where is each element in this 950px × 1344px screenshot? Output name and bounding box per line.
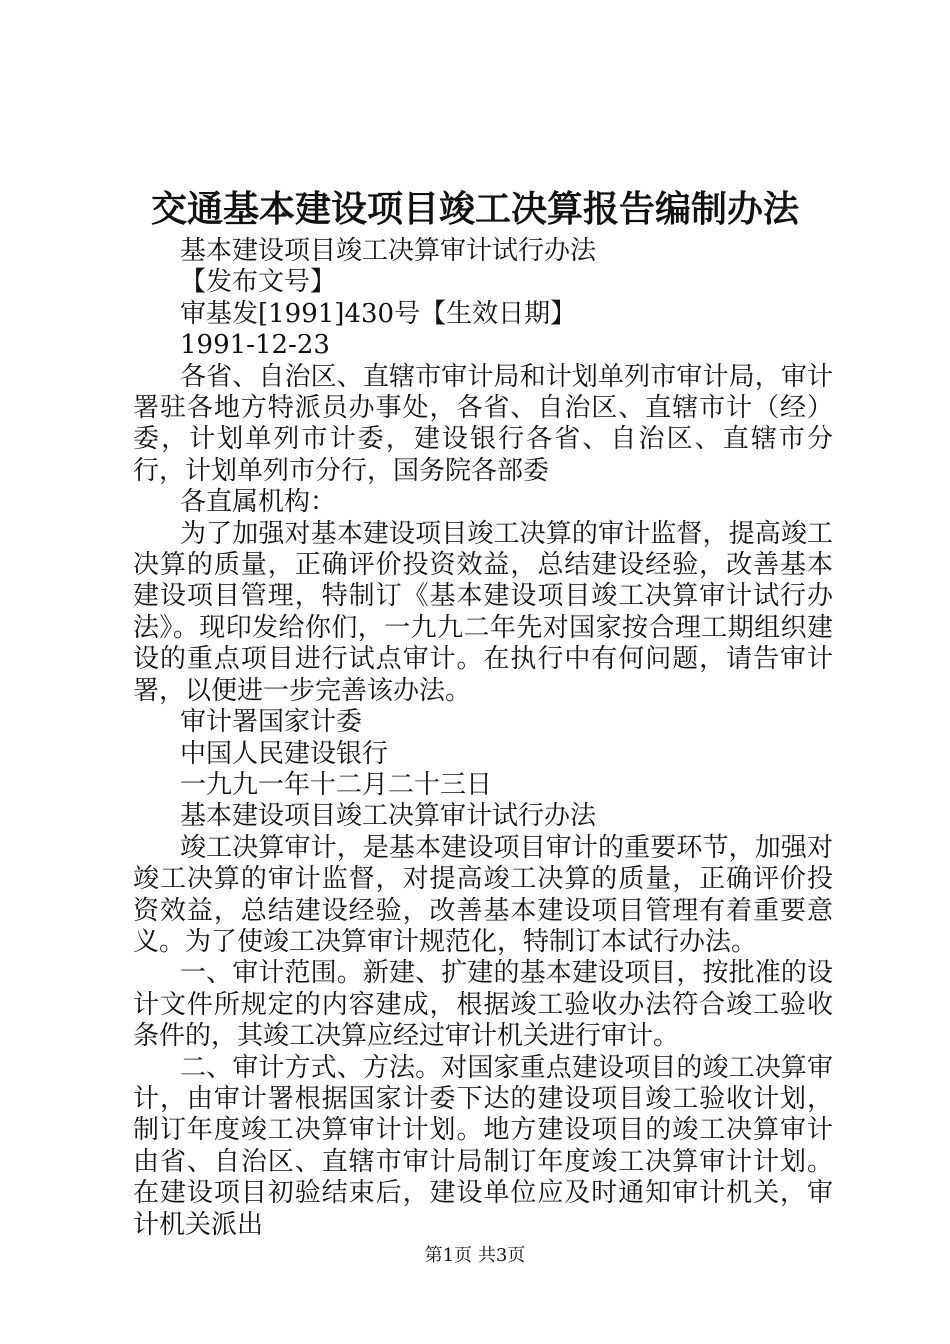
paragraph-recipients: 各省、自治区、直辖市审计局和计划单列市审计局，审计署驻各地方特派员办事处，各省、自治区、直辖市计（经）委，计划单列市计委，建设银行各省、自治区、直辖市分行，计划单列市分行，国务院各部委 xyxy=(133,361,833,486)
paragraph-notice: 为了加强对基本建设项目竣工决算的审计监督，提高竣工决算的质量，正确评价投资效益，总结建设经验，改善基本建设项目管理，特制订《基本建设项目竣工决算审计试行办法》。现印发给你们，一九九二年先对国家按合理工期组织建设的重点项目进行试点审计。在执行中有何问题，请告审计署，以便进一步完善该办法。 xyxy=(133,518,833,706)
paragraph-issuer-2: 中国人民建设银行 xyxy=(180,738,389,769)
paragraph-recipients-end: 各直属机构： xyxy=(180,487,337,518)
paragraph-issuer-1: 审计署国家计委 xyxy=(180,707,363,738)
paragraph-subtitle: 基本建设项目竣工决算审计试行办法 xyxy=(180,236,597,266)
paragraph-issue-date: 一九九一年十二月二十三日 xyxy=(180,769,493,800)
paragraph-scope: 一、审计范围。新建、扩建的基本建设项目，按批准的设计文件所规定的内容建成，根据竣工验收办法符合竣工验收条件的，其竣工决算应经过审计机关进行审计。 xyxy=(133,958,833,1052)
document-body xyxy=(133,236,833,1241)
paragraph-section-title: 基本建设项目竣工决算审计试行办法 xyxy=(180,801,597,832)
page-footer: 第1页 共3页 xyxy=(424,1245,526,1266)
document-title: 交通基本建设项目竣工决算报告编制办法 xyxy=(150,188,799,230)
paragraph-effective-date: 1991-12-23 xyxy=(180,330,330,361)
paragraph-doc-number-label: 【发布文号】 xyxy=(180,267,337,298)
paragraph-intro: 竣工决算审计，是基本建设项目审计的重要环节，加强对竣工决算的审计监督，对提高竣工决算的质量，正确评价投资效益，总结建设经验，改善基本建设项目管理有着重要意义。为了使竣工决算审计规范化，特制订本试行办法。 xyxy=(133,832,833,957)
paragraph-methods: 二、审计方式、方法。对国家重点建设项目的竣工决算审计，由审计署根据国家计委下达的建设项目竣工验收计划，制订年度竣工决算审计计划。地方建设项目的竣工决算审计由省、自治区、直辖市审计局制订年度竣工决算审计计划。在建设项目初验结束后，建设单位应及时通知审计机关，审计机关派出 xyxy=(133,1052,833,1240)
paragraph-doc-number: 审基发[1991]430号【生效日期】 xyxy=(180,298,577,329)
